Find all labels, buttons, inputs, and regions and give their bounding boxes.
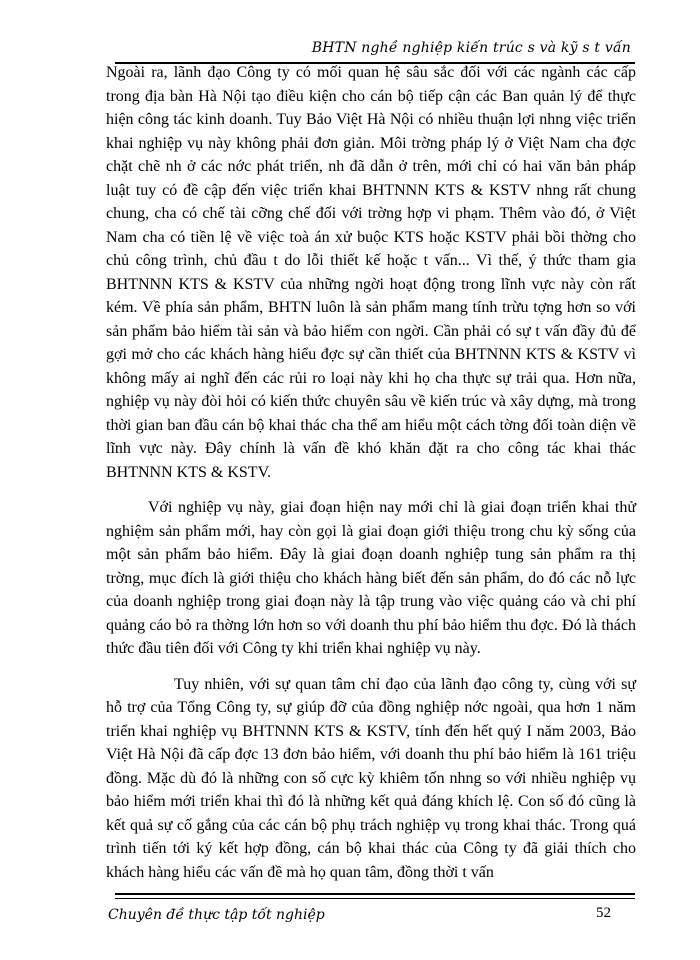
paragraph-3: Tuy nhiên, với sự quan tâm chỉ đạo của lãnh đạo công ty, cùng với sự hỗ trợ của Tổng Công ty, sự giúp đỡ của đồng nghiệp nớc ngoài, qua hơn 1 năm triển khai nghiệp vụ BHTNNN KTS & KSTV, tính đến hết quý I năm 2003, Bảo Việt Hà Nội đã cấp đợc 13 đơn bảo hiểm, với doanh thu phí bảo hiểm là 161 triệu đồng. Mặc dù đó là những con số cực kỳ khiêm tốn nhng so với nhiều nghiệp vụ bảo hiểm mới triển khai thì đó là những kết quả đáng khích lệ. Con số đó cũng là kết quả sự cố gắng của các cán bộ phụ trách nghiệp vụ trong khai thác. Trong quá trình tiến tới ký kết hợp đồng, cán bộ khai thác của Công ty đã giải thích cho khách hàng hiểu các vấn đề mà họ quan tâm, đồng thời t vấn	[106, 675, 636, 881]
footer-title: Chuyên đề thực tập tốt nghiệp	[108, 907, 325, 923]
footer-rule-thick	[115, 893, 635, 895]
footer-rule-thin	[115, 898, 635, 899]
paragraph-1: Ngoài ra, lãnh đạo Công ty có mối quan hệ sâu sắc đối với các ngành các cấp trong địa bàn Hà Nội tạo điều kiện cho cán bộ tiếp cận các Ban quản lý để thực hiện công tác kinh doanh. Tuy Bảo Việt Hà Nội có nhiều thuận lợi nhng việc triển khai nghiệp vụ này không phải đơn giản. Môi trờng pháp lý ở Việt Nam cha đợc chặt chẽ nh ở các nớc phát triển, nh đã dẫn ở trên, mới chỉ có hai văn bản pháp luật tuy có đề cập đến việc triển khai BHTNNN KTS & KSTV nhng rất chung chung, cha có chế tài cỡng chế đối với trờng hợp vi phạm. Thêm vào đó, ở Việt Nam cha có tiền lệ về việc toà án xử buộc KTS hoặc KSTV phải bồi thờng cho chủ công trình, chủ đầu t do lỗi thiết kế hoặc t vấn... Vì thế, ý thức tham gia BHTNNN KTS & KSTV của những ngời hoạt động trong lĩnh vực này còn rất kém. Về phía sản phẩm, BHTN luôn là sản phẩm mang tính trừu tợng hơn so với sản phẩm bảo hiểm tài sản và bảo hiểm con ngời. Cần phải có sự t vấn đầy đủ để gợi mở cho các khách hàng hiểu đợc sự cần thiết của BHTNNN KTS & KSTV vì không mấy ai nghĩ đến các rủi ro loại này khi họ cha thực sự trải qua. Hơn nữa, nghiệp vụ này đòi hỏi có kiến thức chuyên sâu về kiến trúc và xây dựng, mà trong thời gian ban đầu cán bộ khai thác cha thể am hiểu một cách tờng đối toàn diện về lĩnh vực này. Đây chính là vấn đề khó khăn đặt ra cho công tác khai thác BHTNNN KTS & KSTV.	[106, 64, 636, 481]
page-number: 52	[596, 905, 611, 921]
document-body	[106, 61, 636, 884]
paragraph-2: Với nghiệp vụ này, giai đoạn hiện nay mới chỉ là giai đoạn triển khai thử nghiệm sản phẩm mới, hay còn gọi là giai đoạn giới thiệu trong chu kỳ sống của một sản phẩm bảo hiểm. Đây là giai đoạn doanh nghiệp tung sản phẩm ra thị trờng, mục đích là giới thiệu cho khách hàng biết đến sản phẩm, do đó các nỗ lực của doanh nghiệp trong giai đoạn này là tập trung vào việc quảng cáo và chi phí quảng cáo bỏ ra thờng lớn hơn so với doanh thu phí bảo hiểm thu đợc. Đó là thách thức đầu tiên đối với Công ty khi triển khai nghiệp vụ này.	[106, 499, 636, 657]
header-title: BHTN nghề nghiệp kiến trúc s và kỹ s t vấn	[311, 40, 631, 56]
